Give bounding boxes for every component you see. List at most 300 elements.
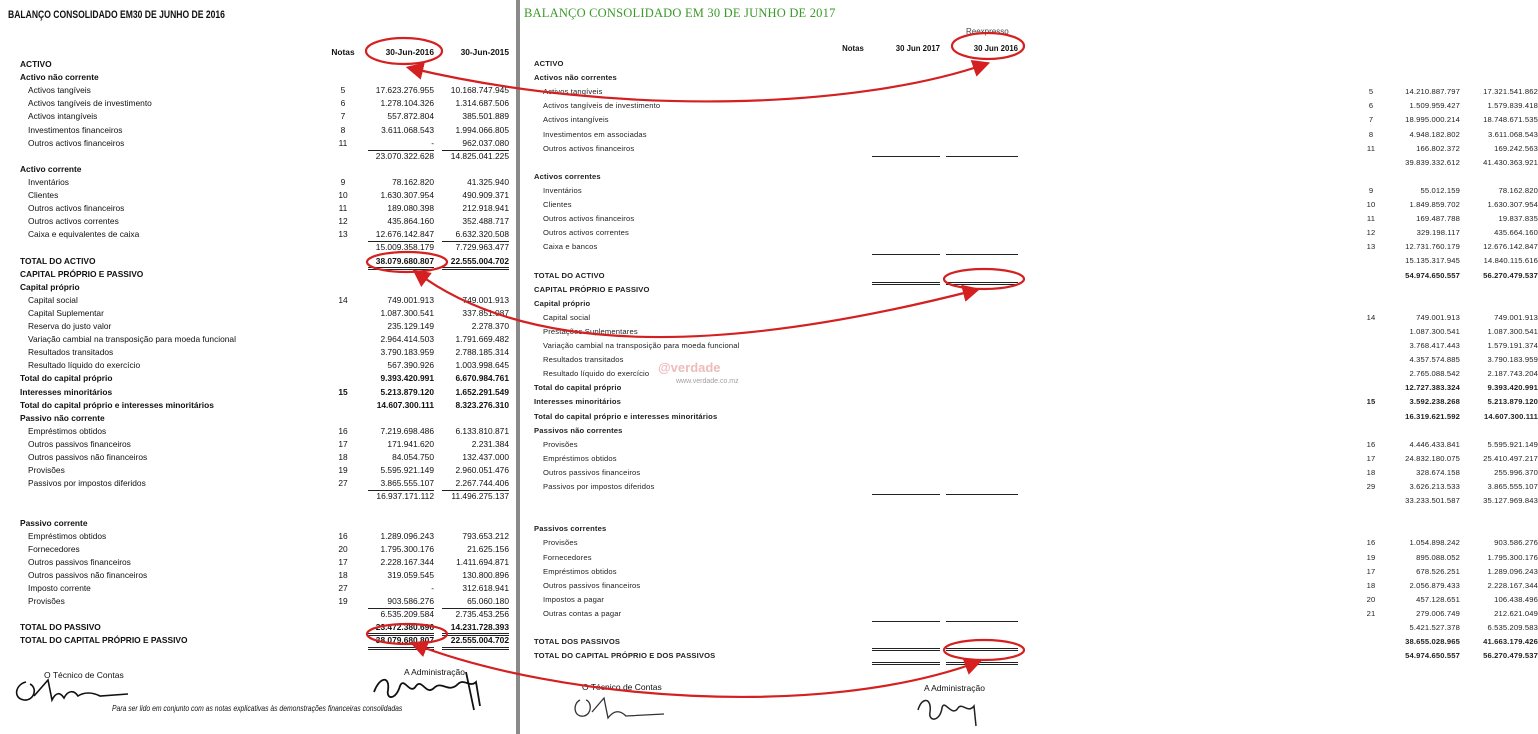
row-label: Passivos não correntes [534,425,623,435]
statement-row [520,635,1538,648]
row-label: Inventários [543,185,582,195]
subtotal-rule [442,608,509,609]
statement-row [0,451,516,464]
statement-row [520,565,1538,578]
total-double-rule [872,662,940,665]
footnote: Para ser lido em conjunto com as notas explicativas às demonstrações financeiras consolidadas [112,704,403,713]
statement-row [0,530,516,543]
row-value-previous: 56.270.479.537 [1483,651,1538,661]
statement-row [0,595,516,608]
row-label: Resultado líquido do exercício [28,360,141,371]
row-note: 9 [1368,185,1374,195]
row-value-previous: 312.618.941 [462,583,509,593]
row-note: 5 [1368,87,1374,97]
row-value-previous: 11.496.275.137 [451,491,509,502]
statement-row [0,189,516,202]
row-value-current: 166.802.372 [1416,143,1460,153]
statement-row [0,412,516,425]
row-value-current: 24.832.180.075 [1405,453,1460,463]
row-value-current: 12.731.760.179 [1405,242,1460,252]
row-value-previous: 65.060.180 [467,596,509,607]
row-value-current: 678.526.251 [1416,566,1460,576]
statement-2017-title: BALANÇO CONSOLIDADO EM 30 DE JUNHO DE 2017 [524,6,836,20]
statement-row [520,466,1538,479]
accountant-label-2017: O Técnico de Contas [582,682,662,692]
row-value-current: 55.012.159 [1420,185,1460,195]
row-label: Outros activos financeiros [28,203,125,214]
row-label: TOTAL DO ACTIVO [20,255,96,266]
row-label: Activos tangíveis [543,87,603,97]
statement-row [520,325,1538,338]
row-value-previous: 22.555.004.702 [450,635,509,646]
row-value-current: 4.357.574.885 [1409,355,1460,365]
row-value-current: 1.087.300.541 [1409,326,1460,336]
statement-row [520,607,1538,620]
statement-row [520,410,1538,423]
row-label: Outros activos financeiros [28,137,125,148]
row-note: 27 [338,478,348,489]
row-value-current: 189.080.398 [387,203,434,214]
statement-row [0,307,516,320]
row-value-previous: 41.663.179.426 [1483,637,1538,647]
row-label: Passivo não corrente [20,412,105,423]
row-value-current: 329.198.117 [1416,228,1460,238]
statement-row [0,490,516,503]
row-note: 11 [1366,214,1376,224]
row-value-previous: 490.909.371 [462,190,509,200]
subtotal-rule [946,621,1018,622]
row-value-current: 169.487.788 [1416,214,1460,224]
row-label: Capital Suplementar [28,307,104,318]
row-note: 9 [340,176,346,187]
row-value-current: 38.655.028.965 [1405,637,1460,647]
total-double-rule [368,647,434,650]
row-note: 6 [340,98,346,109]
subtotal-rule [872,254,940,255]
row-label: Activos tangíveis de investimento [543,101,661,111]
row-value-current: 4.446.433.841 [1409,439,1460,449]
row-value-previous: 2.735.453.256 [455,609,509,620]
statement-row [520,184,1538,197]
row-value-previous: 6.535.209.583 [1487,623,1538,632]
row-value-current: 3.592.238.268 [1409,397,1460,407]
row-value-previous: 18.748.671.535 [1483,115,1538,125]
statement-row [520,438,1538,451]
statement-row [520,353,1538,366]
row-value-current: 319.059.545 [387,569,434,580]
row-label: Outros activos financeiros [543,143,635,153]
row-value-current: 895.088.052 [1416,552,1460,562]
row-value-previous: 2.788.185.314 [455,347,509,358]
row-label: Empréstimos obtidos [28,530,107,541]
row-note: 16 [1366,538,1376,548]
statement-row [0,202,516,215]
statement-row [0,333,516,346]
col-2016-header: 30-Jun-2016 [385,47,434,57]
row-label: TOTAL DO CAPITAL PRÓPRIO E PASSIVO [20,635,188,646]
total-double-rule [442,647,509,650]
statement-row [520,508,1024,521]
accountant-signature-2017 [568,690,678,724]
watermark-logo: @verdade [658,360,721,375]
row-label: TOTAL DO PASSIVO [20,622,101,633]
row-value-previous: 385.501.889 [462,111,509,122]
row-label: Reserva do justo valor [28,321,112,331]
row-value-current: 903.586.276 [387,596,434,607]
row-label: TOTAL DOS PASSIVOS [534,637,621,647]
row-value-previous: 1.795.300.176 [1487,552,1538,562]
statement-row [520,551,1538,564]
statement-row [0,110,516,123]
row-value-previous: 3.611.068.543 [1488,129,1538,139]
row-note: 18 [1366,467,1376,477]
row-value-previous: 212.621.049 [1494,608,1538,618]
row-note: 27 [338,583,348,593]
statement-row [0,621,516,634]
row-label: Impostos a pagar [543,594,605,604]
row-label: Total do capital próprio e interesses minoritários [534,411,718,421]
row-value-current: 15.135.317.945 [1405,256,1460,266]
row-label: Interesses minoritários [534,397,622,407]
row-value-previous: 130.800.896 [462,569,509,580]
row-note: 19 [338,465,348,476]
statement-row [520,156,1538,169]
accountant-label: O Técnico de Contas [44,670,124,680]
row-note: 18 [338,452,348,462]
row-label: Empréstimos obtidos [28,425,107,436]
statement-row [0,150,516,163]
row-label: Outros activos correntes [28,216,119,227]
statement-row [520,57,1024,70]
row-label: Outras contas a pagar [543,608,622,618]
row-note: 11 [338,203,348,214]
statement-row [520,480,1538,493]
statement-row [520,367,1538,380]
row-value-current: 279.006.749 [1416,608,1460,618]
row-value-previous: 255.996.370 [1494,467,1538,477]
subtotal-rule [872,156,940,157]
row-note: 20 [338,543,348,554]
row-note: 19 [338,596,348,607]
subtotal-rule [442,241,509,242]
row-value-previous: 14.607.300.111 [1483,411,1538,421]
row-value-previous: 7.729.963.477 [455,242,509,253]
statement-row [520,283,1024,296]
row-value-previous: 56.270.479.537 [1483,270,1538,280]
row-value-previous: 749.001.913 [462,294,509,305]
statement-row [520,99,1538,112]
row-value-previous: 14.840.115.616 [1483,256,1538,266]
row-label: Outros passivos financeiros [543,467,641,477]
row-value-current: - [431,583,434,593]
row-note: 18 [338,569,348,580]
row-value-current: 5.421.527.378 [1409,623,1460,632]
statement-row [520,71,1024,84]
row-label: Outros passivos financeiros [28,556,131,567]
row-note: 15 [1366,397,1376,407]
row-value-previous: 1.652.291.549 [455,386,509,397]
subtotal-rule [368,150,434,151]
subtotal-rule [368,241,434,242]
row-note: 8 [340,124,346,135]
statement-row [0,163,516,176]
statement-row [0,608,516,621]
statement-row [0,176,516,189]
row-label: Caixa e equivalentes de caixa [28,229,140,240]
statement-row [0,320,516,333]
statement-row [520,269,1538,282]
statement-row [520,212,1538,225]
statement-row [0,281,516,294]
row-label: Provisões [28,596,65,607]
row-note: 11 [1366,143,1376,153]
row-label: Outros passivos financeiros [28,438,131,449]
row-label: Activos tangíveis de investimento [28,98,152,109]
row-value-current: 1.630.307.954 [380,190,434,200]
row-value-current: 12.727.383.324 [1405,383,1460,393]
row-label: Activo não corrente [20,72,99,83]
row-value-current: 1.278.104.326 [380,98,434,109]
row-label: Fornecedores [543,552,592,562]
row-value-previous: 2.228.167.344 [1487,580,1538,590]
row-value-current: 84.054.750 [392,452,434,462]
row-label: TOTAL DO CAPITAL PRÓPRIO E DOS PASSIVOS [534,651,716,661]
statement-row [520,494,1538,507]
row-label: Activos tangíveis [28,85,91,96]
statement-row [0,386,516,399]
row-label: Resultados transitados [28,347,114,358]
row-value-previous: 1.003.998.645 [455,360,509,371]
row-note: 16 [1366,439,1376,449]
row-value-current: 38.079.680.807 [375,635,434,646]
statement-2016-panel [0,0,516,734]
row-value-previous: 25.410.497.217 [1483,453,1538,463]
subtotal-rule [442,490,509,491]
row-value-current: 235.129.149 [387,321,434,331]
row-note: 7 [340,111,346,122]
statement-row [520,297,1024,310]
row-note: 14 [1366,312,1376,322]
row-label: Passivos por impostos diferidos [28,478,146,489]
statement-row [0,294,516,307]
statement-row [0,84,516,97]
statement-row [0,503,516,516]
subtotal-rule [946,156,1018,157]
row-value-previous: 8.323.276.310 [455,399,509,410]
row-label: Outros passivos financeiros [543,580,641,590]
row-value-previous: 10.168.747.945 [450,85,509,96]
row-value-previous: 1.630.307.954 [1487,200,1538,209]
row-label: Activos intangíveis [28,111,98,122]
row-value-previous: 2.187.743.204 [1487,369,1538,379]
subtotal-rule [368,490,434,491]
row-label: Caixa e bancos [543,242,598,252]
row-value-previous: 35.127.969.843 [1483,496,1538,506]
statement-row [520,113,1538,126]
row-value-current: 78.162.820 [392,176,434,187]
row-label: Capital próprio [20,281,80,292]
statement-row [0,215,516,228]
statement-row [520,254,1538,267]
row-value-current: 1.054.898.242 [1409,538,1460,548]
row-note: 29 [1366,482,1376,491]
row-label: Capital social [28,294,78,305]
row-label: Provisões [543,439,578,449]
statement-row [520,424,1024,437]
statement-row [0,346,516,359]
statement-row [520,621,1538,634]
row-value-current: 54.974.650.557 [1405,270,1460,280]
row-label: Outros activos financeiros [543,214,635,224]
statement-row [520,198,1538,211]
statement-row [520,85,1538,98]
statement-row [0,464,516,477]
row-note: 16 [338,530,348,541]
row-note: 17 [1366,453,1376,463]
statement-row [0,97,516,110]
row-value-current: 557.872.804 [387,111,434,122]
row-value-previous: 962.037.080 [462,137,509,148]
subtotal-rule [368,608,434,609]
row-value-current: 1.087.300.541 [380,307,434,318]
row-value-current: 7.219.698.486 [380,425,434,436]
row-label: Resultado líquido do exercício [543,369,650,379]
row-value-previous: 435.664.160 [1494,228,1538,238]
row-value-previous: 3.790.183.959 [1487,355,1538,365]
row-label: CAPITAL PRÓPRIO E PASSIVO [534,284,650,294]
row-label: Outros passivos não financeiros [28,569,148,580]
row-value-previous: 2.267.744.406 [455,478,509,489]
row-value-current: 1.509.959.427 [1409,101,1460,111]
row-value-current: 2.056.879.433 [1409,580,1460,590]
row-value-previous: 1.087.300.541 [1487,326,1538,336]
statement-row [520,311,1538,324]
row-value-current: 1.849.859.702 [1409,200,1460,209]
statement-row [0,71,516,84]
row-label: Passivos correntes [534,524,607,534]
statement-row [0,399,516,412]
row-value-previous: 2.231.384 [471,438,509,449]
row-value-current: 435.864.160 [387,216,434,227]
row-value-previous: 21.625.156 [467,543,509,554]
statement-row [520,395,1538,408]
statement-row [0,517,516,530]
watermark-url: www.verdade.co.mz [676,378,739,385]
row-label: Provisões [28,465,65,476]
row-value-current: 1.795.300.176 [380,543,434,554]
row-note: 20 [1366,594,1376,604]
row-note: 17 [338,556,348,567]
statement-row [520,649,1538,662]
row-value-current: 3.790.183.959 [380,347,434,358]
row-value-current: 567.390.926 [387,360,434,371]
row-note: 7 [1368,115,1374,125]
row-value-previous: 78.162.820 [1498,185,1538,195]
row-value-previous: 352.488.717 [462,216,509,227]
row-value-previous: 1.579.191.374 [1487,341,1538,350]
row-value-current: 4.948.182.802 [1409,129,1460,139]
statement-row [0,268,516,281]
row-label: Total do capital próprio [20,373,113,384]
row-note: 13 [1366,242,1376,252]
row-value-previous: 6.632.320.508 [455,229,509,240]
row-value-previous: 1.791.669.482 [455,334,509,345]
row-value-current: 15.009.358.179 [375,242,434,253]
row-label: Capital social [543,312,591,322]
row-note: 12 [338,216,348,227]
statement-row [520,170,1024,183]
row-value-previous: 749.001.913 [1494,312,1538,322]
row-value-previous: 9.393.420.991 [1487,383,1538,393]
statement-row [520,381,1538,394]
row-note: 15 [338,386,348,397]
row-label: Activos não correntes [534,73,617,83]
statement-row [0,372,516,385]
row-label: Activo corrente [20,163,82,174]
row-value-current: 1.289.096.243 [380,530,434,541]
col-2017-header: 30 Jun 2017 [895,44,940,53]
row-value-previous: 212.918.941 [462,203,509,214]
row-value-current: 3.611.068.543 [381,124,434,135]
row-note: 18 [1366,580,1376,590]
row-value-previous: 3.865.555.107 [1487,482,1538,491]
statement-row [0,543,516,556]
row-note: 19 [1366,552,1376,562]
row-value-previous: 41.325.940 [467,176,509,187]
statement-row [520,240,1538,253]
row-value-current: 749.001.913 [387,294,434,305]
statement-row [520,522,1024,535]
subtotal-rule [946,254,1018,255]
row-value-previous: 12.676.142.847 [1483,242,1538,252]
row-label: Outros activos correntes [543,228,629,238]
statement-row [0,241,516,254]
notes-header-2017: Notas [842,44,864,53]
row-label: Variação cambial na transposição para moeda funcional [543,341,740,350]
row-value-current: 749.001.913 [1416,312,1460,322]
row-value-current: 5.595.921.149 [380,465,434,476]
row-label: Empréstimos obtidos [543,453,617,463]
row-value-previous: 14.825.041.225 [450,150,509,161]
statement-row [520,579,1538,592]
row-value-current: 2.228.167.344 [380,556,434,567]
row-value-previous: 337.851.087 [462,307,509,318]
row-value-current: 3.865.555.107 [380,478,434,489]
row-value-previous: 14.231.728.393 [450,622,509,633]
row-label: Prestações Suplementares [543,326,638,336]
row-label: Clientes [543,200,572,209]
row-value-previous: 41.430.363.921 [1483,157,1538,167]
accountant-signature [8,674,138,708]
statement-row [0,228,516,241]
statement-2016-title: BALANÇO CONSOLIDADO EM30 DE JUNHO DE 2016 [8,9,225,21]
row-label: TOTAL DO ACTIVO [534,270,605,280]
row-value-current: 39.839.332.612 [1405,157,1460,167]
row-note: 10 [338,190,348,200]
row-value-current: 9.393.420.991 [380,373,434,384]
notes-header: Notas [331,47,355,57]
row-value-current: 23.070.322.628 [375,150,434,161]
statement-row [520,452,1538,465]
statement-row [520,128,1538,141]
row-label: Passivo corrente [20,517,88,528]
row-label: Capital próprio [534,298,591,308]
row-value-current: 328.674.158 [1416,467,1460,477]
row-value-previous: 1.411.694.871 [456,556,509,567]
row-value-current: 14.210.887.797 [1405,87,1460,97]
row-note: 12 [1366,228,1376,238]
administration-label: A Administração [404,667,465,677]
